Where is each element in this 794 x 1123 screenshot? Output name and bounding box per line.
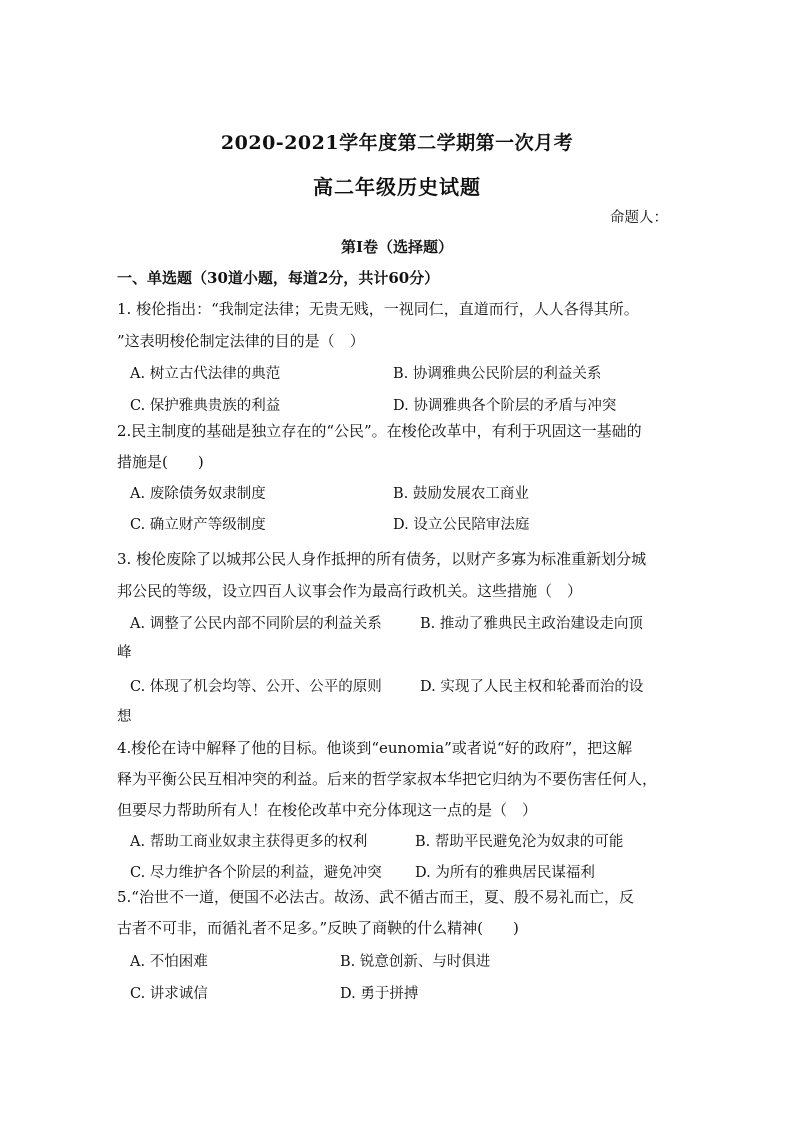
option-a: A. 调整了公民内部不同阶层的利益关系: [130, 616, 382, 632]
option-a: A. 帮助工商业奴隶主获得更多的权利: [130, 834, 368, 850]
option-c: C. 讲求诚信: [130, 986, 208, 1002]
question-text-line: 邦公民的等级，设立四百人议事会作为最高行政机关。这些措施（ ）: [117, 582, 583, 600]
option-a: A. 废除债务奴隶制度: [130, 486, 266, 502]
option-c: C. 确立财产等级制度: [130, 517, 266, 533]
option-b: B. 鼓励发展农工商业: [393, 486, 529, 502]
question-text-line: 但要尽力帮助所有人！在梭伦改革中充分体现这一点的是（ ）: [117, 801, 538, 819]
question-text-line: 措施是( ): [117, 453, 204, 471]
question-text-line: 1. 梭伦指出：“我制定法律；无贵无贱，一视同仁，直道而行，人人各得其所。: [117, 300, 639, 318]
option-a: A. 树立古代法律的典范: [130, 366, 281, 382]
option-c: C. 体现了机会均等、公开、公平的原则: [130, 679, 382, 695]
option-b: B. 协调雅典公民阶层的利益关系: [393, 366, 602, 382]
question-text-line: 古者不可非，而循礼者不足多。”反映了商鞅的什么精神( ): [117, 919, 519, 937]
question-text-line: 5.“治世不一道，便国不必法古。故汤、武不循古而王，夏、殷不易礼而亡，反: [117, 888, 634, 906]
option-b: B. 推动了雅典民主政治建设走向顶: [420, 616, 643, 632]
section-heading: 一、单选题（30道小题，每道2分，共计60分）: [117, 269, 440, 287]
option-d-continued: 想: [117, 709, 132, 725]
option-b: B. 锐意创新、与时俱进: [340, 954, 491, 970]
option-d: D. 实现了人民主权和轮番而治的设: [420, 679, 644, 695]
question-text-line: 3. 梭伦废除了以城邦公民人身作抵押的所有债务，以财产多寡为标准重新划分城: [117, 550, 647, 568]
option-c: C. 保护雅典贵族的利益: [130, 398, 281, 414]
option-c: C. 尽力维护各个阶层的利益，避免冲突: [130, 865, 382, 881]
question-text-line: ”这表明梭伦制定法律的目的是（ ）: [117, 332, 365, 350]
option-d: D. 设立公民陪审法庭: [393, 517, 530, 533]
exam-subtitle: 高二年级历史试题: [313, 175, 481, 199]
option-a: A. 不怕困难: [130, 954, 208, 970]
option-d: D. 为所有的雅典居民谋福利: [415, 865, 595, 881]
option-d: D. 协调雅典各个阶层的矛盾与冲突: [393, 398, 617, 414]
question-text-line: 4.梭伦在诗中解释了他的目标。他谈到“eunomia”或者说“好的政府”，把这解: [117, 739, 633, 757]
option-b: B. 帮助平民避免沦为奴隶的可能: [415, 834, 624, 850]
question-text-line: 2.民主制度的基础是独立存在的“公民”。在梭伦改革中，有利于巩固这一基础的: [117, 422, 642, 440]
question-text-line: 释为平衡公民互相冲突的利益。后来的哲学家叔本华把它归纳为不要伤害任何人，: [117, 770, 658, 788]
exam-title: 2020-2021学年度第二学期第一次月考: [220, 132, 574, 154]
option-b-continued: 峰: [117, 645, 132, 661]
volume-heading: 第I卷（选择题）: [340, 238, 454, 256]
option-d: D. 勇于拼搏: [340, 986, 419, 1002]
author-label: 命题人：: [610, 210, 668, 226]
